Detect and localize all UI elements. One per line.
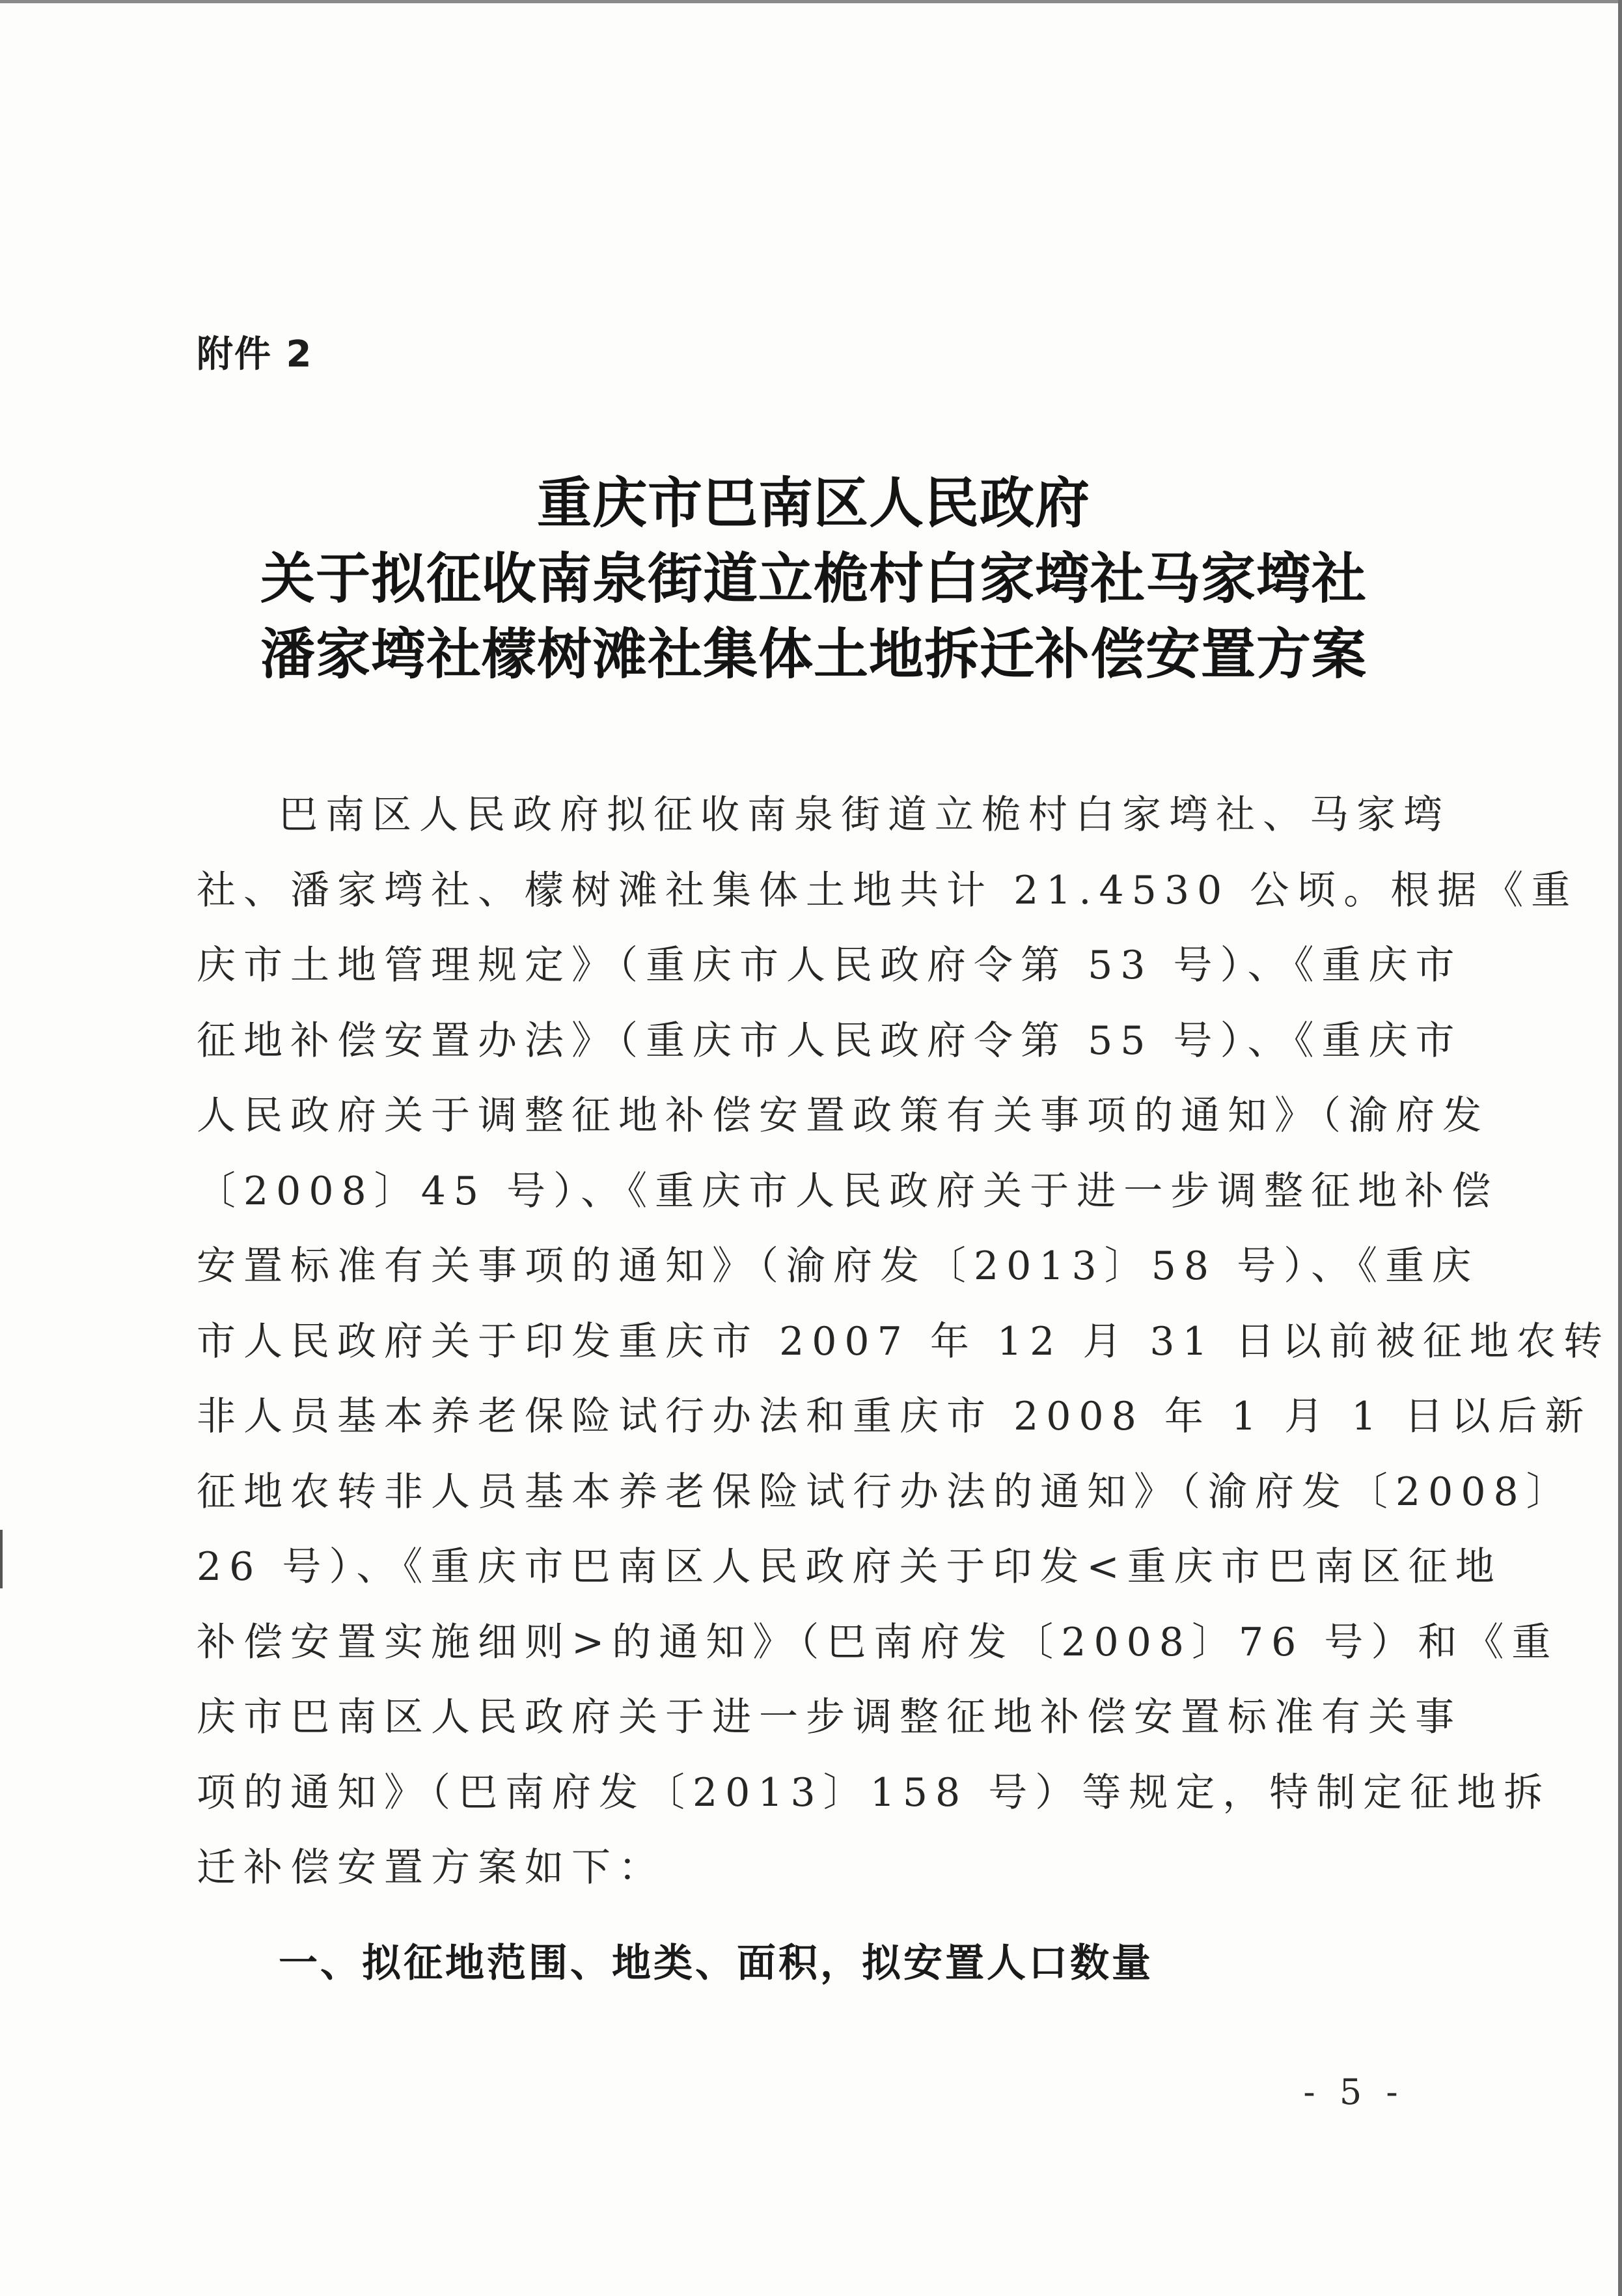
- page-number: - 5 -: [1303, 2071, 1405, 2112]
- attachment-label: 附件 2: [197, 333, 313, 376]
- body-line: 巴南区人民政府拟征收南泉街道立桅村白家塆社、马家塆: [279, 792, 1450, 838]
- scan-edge-top: [0, 0, 1622, 3]
- document-title: [163, 465, 1464, 692]
- body-line: 安置标准有关事项的通知》（渝府发〔2013〕58 号）、《重庆: [197, 1243, 1479, 1289]
- body-line: 〔2008〕45 号）、《重庆市人民政府关于进一步调整征地补偿: [197, 1168, 1499, 1214]
- section-heading: 一、拟征地范围、地类、面积，拟安置人口数量: [279, 1941, 1153, 1986]
- title-line: 潘家塆社檬树滩社集体土地拆迁补偿安置方案: [260, 622, 1367, 686]
- body-line: 社、潘家塆社、檬树滩社集体土地共计 21.4530 公顷。根据《重: [197, 867, 1578, 913]
- body-line: 市人民政府关于印发重庆市 2007 年 12 月 31 日以前被征地农转: [197, 1318, 1610, 1364]
- body-line: 26 号）、《重庆市巴南区人民政府关于印发<重庆市巴南区征地: [197, 1544, 1502, 1590]
- body-line: 征地农转非人员基本养老保险试行办法的通知》（渝府发〔2008〕: [197, 1469, 1573, 1515]
- body-line: 补偿安置实施细则>的通知》（巴南府发〔2008〕76 号）和《重: [197, 1619, 1559, 1665]
- body-line: 项的通知》（巴南府发〔2013〕158 号）等规定，特制定征地拆: [197, 1769, 1551, 1816]
- scan-edge-right: [1618, 0, 1622, 2296]
- body-line: 征地补偿安置办法》（重庆市人民政府令第 55 号）、《重庆市: [197, 1017, 1463, 1064]
- title-line: 关于拟征收南泉街道立桅村白家塆社马家塆社: [260, 547, 1367, 611]
- body-line: 庆市巴南区人民政府关于进一步调整征地补偿安置标准有关事: [197, 1694, 1462, 1740]
- body-line: 迁补偿安置方案如下：: [197, 1845, 665, 1890]
- scan-edge-left-mark: [0, 1530, 3, 1588]
- body-line: 非人员基本养老保险试行办法和重庆市 2008 年 1 月 1 日以后新: [197, 1394, 1592, 1439]
- title-line: 重庆市巴南区人民政府: [536, 471, 1090, 535]
- body-line: 庆市土地管理规定》（重庆市人民政府令第 53 号）、《重庆市: [197, 943, 1463, 988]
- body-line: 人民政府关于调整征地补偿安置政策有关事项的通知》（渝府发: [197, 1093, 1489, 1139]
- body-paragraph: [197, 778, 1610, 1906]
